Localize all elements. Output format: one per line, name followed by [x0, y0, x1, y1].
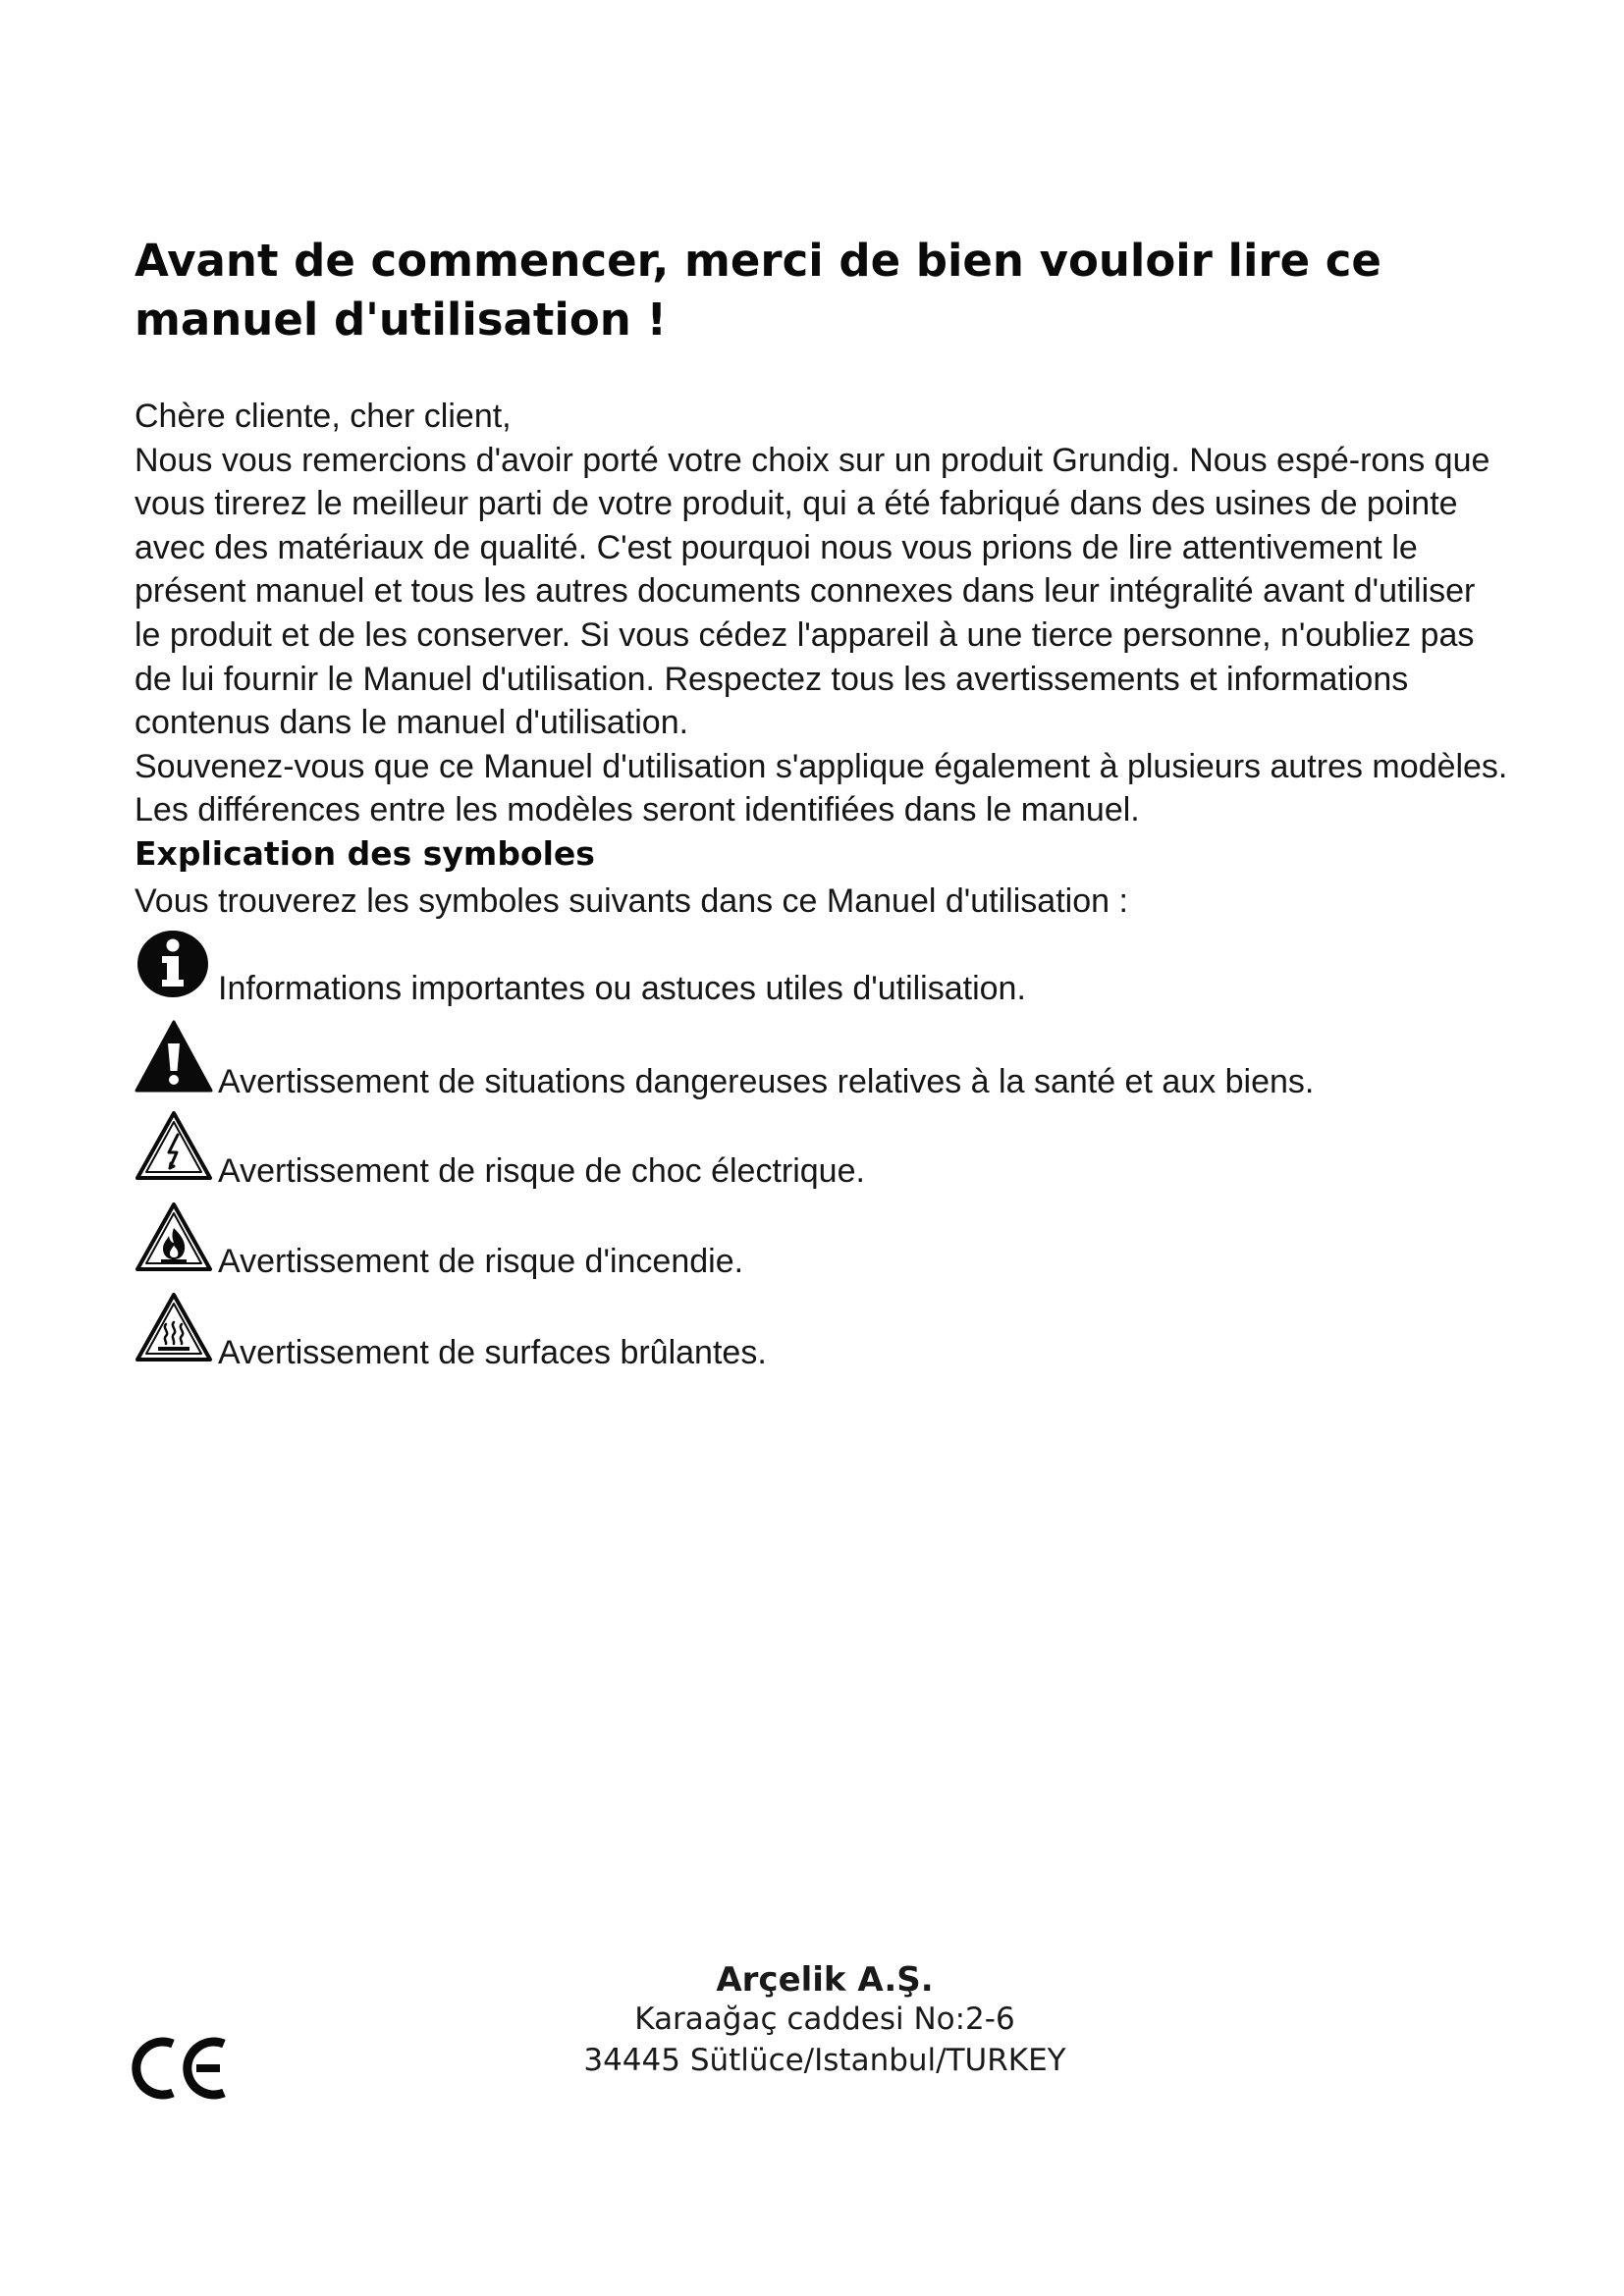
electric-shock-icon [135, 1107, 213, 1186]
warning-icon [135, 1018, 213, 1096]
symbol-item-info [135, 929, 1509, 1007]
address-line-2: 34445 Sütlüce/Istanbul/TURKEY [583, 2043, 1066, 2078]
greeting: Chère cliente, cher client, [135, 398, 512, 435]
symbol-item-fire [135, 1199, 1509, 1280]
symbols-heading: Explication des symboles [135, 834, 595, 873]
symbol-item-warning [135, 1018, 1509, 1100]
symbol-label-fire: Avertissement de risque d'incendie. [218, 1243, 744, 1280]
hot-surface-icon [135, 1289, 213, 1367]
symbols-intro: Vous trouverez les symboles suivants dans ce Manuel d'utilisation : [135, 882, 1128, 920]
models-paragraph: Souvenez-vous que ce Manuel d'utilisation s'applique également à plusieurs autres modèles. Les différences entre les modèles seront identifiées dans le manuel. [135, 747, 1508, 829]
intro-text [135, 395, 1509, 832]
fire-icon [135, 1199, 213, 1277]
symbol-label-electric: Avertissement de risque de choc électrique. [218, 1152, 865, 1190]
page-title: Avant de commencer, merci de bien vouloir lire ce manuel d'utilisation ! [135, 235, 1381, 346]
symbol-label-info: Informations importantes ou astuces utiles d'utilisation. [218, 970, 1026, 1007]
address-line-1: Karaağaç caddesi No:2-6 [634, 2002, 1015, 2037]
manufacturer-name: Arçelik A.Ş. [716, 1960, 934, 2000]
ce-mark-logo [132, 2036, 230, 2101]
symbol-item-hot-surface [135, 1289, 1509, 1371]
info-icon [135, 929, 213, 1007]
symbol-label-warning: Avertissement de situations dangereuses relatives à la santé et aux biens. [218, 1063, 1315, 1100]
intro-paragraph: Nous vous remercions d'avoir porté votre choix sur un produit Grundig. Nous espé-rons que vous tirerez le meilleur parti de votre produit, qui a été fabriqué dans des usines de pointe avec des matériaux de qualité. C'est pourquoi nous vous prions de lire attentivement le présent manuel et tous les autres documents connexes dans leur intégralité avant d'utiliser le produit et de les conserver. Si vous cédez l'appareil à une tierce personne, n'oubliez pas de lui fournir le Manuel d'utilisation. Respectez tous les avertissements et informations contenus dans le manuel d'utilisation. [135, 441, 1490, 742]
symbol-item-electric [135, 1107, 1509, 1190]
manufacturer-address [530, 1999, 1119, 2081]
symbol-label-hot-surface: Avertissement de surfaces brûlantes. [218, 1334, 767, 1371]
